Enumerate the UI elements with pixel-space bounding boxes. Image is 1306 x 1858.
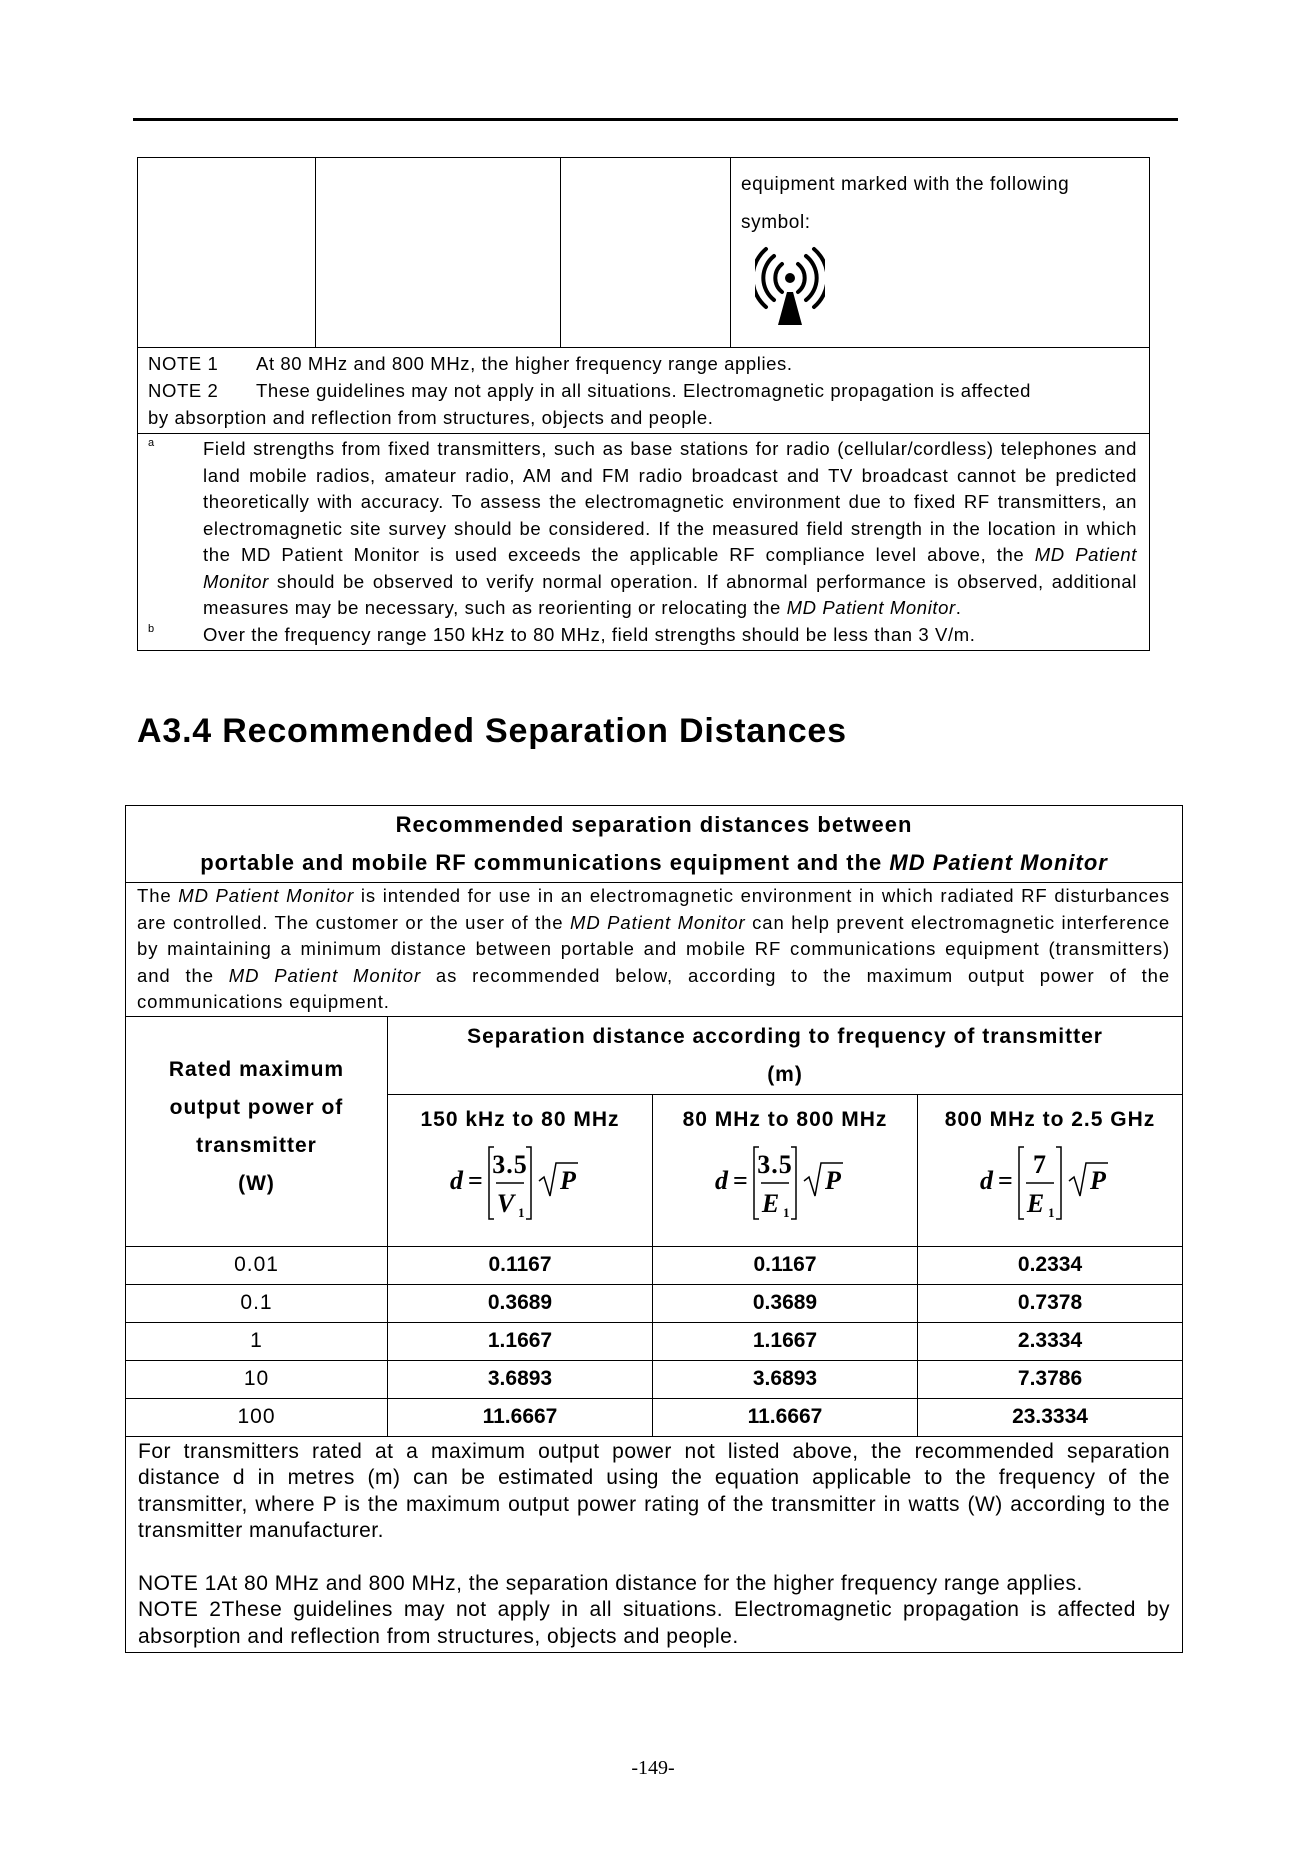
table-title-line-1: Recommended separation distances between	[395, 812, 913, 837]
formula-p: P	[825, 1165, 842, 1195]
distance-band-3: 23.3334	[918, 1398, 1183, 1436]
intro-device-name-1: MD Patient Monitor	[178, 885, 355, 906]
immunity-table-continuation	[137, 157, 1150, 651]
table-row	[126, 1360, 1183, 1398]
rated-header-line-2: output power of	[169, 1096, 344, 1119]
band-1-header	[388, 1094, 653, 1246]
closing-cell	[126, 1436, 1183, 1653]
separation-unit: (m)	[767, 1062, 803, 1086]
distance-band-1: 0.3689	[388, 1284, 653, 1322]
intro-part-1: The	[137, 885, 179, 906]
band-2-label: 80 MHz to 800 MHz	[682, 1107, 888, 1131]
header-row-1	[126, 1016, 1183, 1094]
note-1-label: NOTE 1	[148, 353, 219, 374]
separation-distance-table	[125, 805, 1183, 1653]
rated-header-line-3: transmitter	[196, 1134, 317, 1157]
rated-header-line-1: Rated maximum	[168, 1058, 345, 1081]
footnote-a-device-name: MD Patient Monitor	[203, 544, 1137, 592]
band-3-label: 800 MHz to 2.5 GHz	[944, 1107, 1156, 1131]
note-1	[148, 350, 1137, 377]
footnote-a-part-3: .	[955, 597, 962, 618]
notes-cell	[138, 348, 1150, 434]
formula-d: d	[980, 1165, 995, 1195]
intro-text	[126, 883, 1183, 1017]
separation-header-text: Separation distance according to frequency of transmitter	[467, 1024, 1103, 1048]
footnote-a	[148, 436, 1137, 622]
formula-equals: =	[998, 1165, 1014, 1195]
formula-denominator: E	[761, 1188, 781, 1218]
band-2-formula	[705, 1141, 865, 1221]
page-number: -149-	[631, 1757, 675, 1779]
empty-cell	[138, 158, 316, 348]
intro-part-4: as recommended below, according to the maximum output power of the communications equipment.	[137, 964, 1171, 1012]
distance-band-2: 1.1667	[653, 1322, 918, 1360]
formula-p: P	[1090, 1165, 1107, 1195]
note-1-text: At 80 MHz and 800 MHz, the higher frequency range applies.	[256, 353, 793, 374]
formula-denominator: V	[496, 1188, 516, 1218]
table-title-line-2	[130, 844, 1178, 882]
formula-numerator: 7	[1033, 1149, 1048, 1179]
header-rule	[133, 118, 1178, 121]
distance-band-2: 0.1167	[653, 1246, 918, 1284]
separation-header	[388, 1016, 1183, 1094]
formula-d: d	[450, 1165, 464, 1195]
footnote-b-marker: b	[148, 622, 155, 635]
intro-part-3: can help prevent electromagnetic interference by maintaining a minimum distance between portable and mobile RF communications equipment (transmitters) and the	[137, 911, 1171, 986]
distance-band-2: 11.6667	[653, 1398, 918, 1436]
note-2	[148, 377, 1137, 404]
table-title-row	[126, 806, 1183, 883]
rated-header-line-4: (W)	[238, 1172, 275, 1195]
table-row	[126, 1246, 1183, 1284]
empty-cell	[316, 158, 561, 348]
intro-device-name-2: MD Patient Monitor	[570, 911, 746, 933]
formula-p: P	[560, 1165, 577, 1195]
table-title	[126, 806, 1183, 883]
formula-subscript: 1	[783, 1204, 791, 1220]
non-ionizing-radiation-icon	[755, 246, 825, 326]
intro-part-2: is intended for use in an electromagnetic environment in which radiated RF disturbances are controlled. The customer or the user of the	[137, 885, 1171, 933]
table-row	[126, 1322, 1183, 1360]
formula-numerator: 3.5	[492, 1149, 528, 1179]
distance-band-2: 3.6893	[653, 1360, 918, 1398]
distance-band-1: 0.1167	[388, 1246, 653, 1284]
band-3-header	[918, 1094, 1183, 1246]
formula-denominator: E	[1026, 1188, 1046, 1218]
power-cell: 100	[126, 1398, 388, 1436]
footnote-b-text: Over the frequency range 150 kHz to 80 MHz, field strengths should be less than 3 V/m.	[203, 623, 976, 645]
closing-note-1: NOTE 1At 80 MHz and 800 MHz, the separation distance for the higher frequency range applies.	[138, 1571, 1083, 1595]
formula-equals: =	[733, 1165, 749, 1195]
table-row	[126, 1284, 1183, 1322]
distance-band-3: 0.7378	[918, 1284, 1183, 1322]
band-3-formula	[970, 1141, 1130, 1221]
intro-device-name-3: MD Patient Monitor	[228, 964, 422, 986]
power-cell: 0.1	[126, 1284, 388, 1322]
intro-row	[126, 883, 1183, 1017]
distance-band-3: 2.3334	[918, 1322, 1183, 1360]
power-cell: 0.01	[126, 1246, 388, 1284]
footnote-b	[148, 622, 1137, 649]
distance-band-1: 1.1667	[388, 1322, 653, 1360]
distance-band-1: 11.6667	[388, 1398, 653, 1436]
footnote-a-text	[203, 436, 1137, 622]
symbol-row	[138, 158, 1150, 348]
formula-equals: =	[468, 1165, 484, 1195]
distance-band-1: 3.6893	[388, 1360, 653, 1398]
band-1-formula	[440, 1141, 600, 1221]
footnotes-row	[138, 434, 1150, 651]
formula-d: d	[715, 1165, 729, 1195]
table-row	[126, 1398, 1183, 1436]
section-heading: A3.4 Recommended Separation Distances	[137, 712, 847, 750]
power-cell: 10	[126, 1360, 388, 1398]
note-2-text-continued: by absorption and reflection from structures, objects and people.	[148, 407, 714, 428]
closing-note-2: NOTE 2These guidelines may not apply in all situations. Electromagnetic propagation is affected by absorption and reflection from structures, objects and people.	[138, 1598, 1171, 1648]
symbol-intro-text: equipment marked with the following symbol:	[741, 174, 1070, 233]
closing-row	[126, 1436, 1183, 1653]
footnotes-cell	[138, 434, 1150, 651]
distance-band-2: 0.3689	[653, 1284, 918, 1322]
formula-subscript: 1	[1048, 1204, 1056, 1220]
table-title-text: portable and mobile RF communications equipment and the	[200, 850, 890, 875]
band-2-header	[653, 1094, 918, 1246]
band-1-label: 150 kHz to 80 MHz	[420, 1107, 620, 1131]
formula-numerator: 3.5	[757, 1149, 793, 1179]
footnote-a-part-2: should be observed to verify normal operation. If abnormal performance is observed, additional measures may be necessary, such as reorienting or relocating the	[203, 570, 1137, 618]
notes-row	[138, 348, 1150, 434]
empty-cell	[561, 158, 731, 348]
footnote-a-part-1: Field strengths from fixed transmitters, such as base stations for radio (cellular/cordless) telephones and land mobile radios, amateur radio, AM and FM radio broadcast and TV broadcast cannot be predicted theoretically with accuracy. To assess the electromagnetic environment due to fixed RF transmitters, an electromagnetic site survey should be considered. If the measured field strength in the location in which the MD Patient Monitor is used exceeds the applicable RF compliance level above, the	[203, 438, 1137, 565]
distance-band-3: 0.2334	[918, 1246, 1183, 1284]
power-cell: 1	[126, 1322, 388, 1360]
note-2-label: NOTE 2	[148, 380, 219, 401]
table-title-device-name: MD Patient Monitor	[889, 850, 1108, 875]
closing-text: For transmitters rated at a maximum output power not listed above, the recommended separation distance d in metres (m) can be estimated using the equation applicable to the frequency of the transmitter, where P is the maximum output power rating of the transmitter in watts (W) according to the transmitter manufacturer.	[138, 1439, 1171, 1542]
footnote-a-marker: a	[148, 437, 155, 449]
rated-power-header	[126, 1016, 388, 1246]
note-2-text: These guidelines may not apply in all situations. Electromagnetic propagation is affected	[256, 380, 1031, 401]
footnote-a-device-name-2: MD Patient Monitor	[786, 597, 956, 618]
symbol-cell	[731, 158, 1150, 348]
formula-subscript: 1	[518, 1204, 526, 1220]
distance-band-3: 7.3786	[918, 1360, 1183, 1398]
